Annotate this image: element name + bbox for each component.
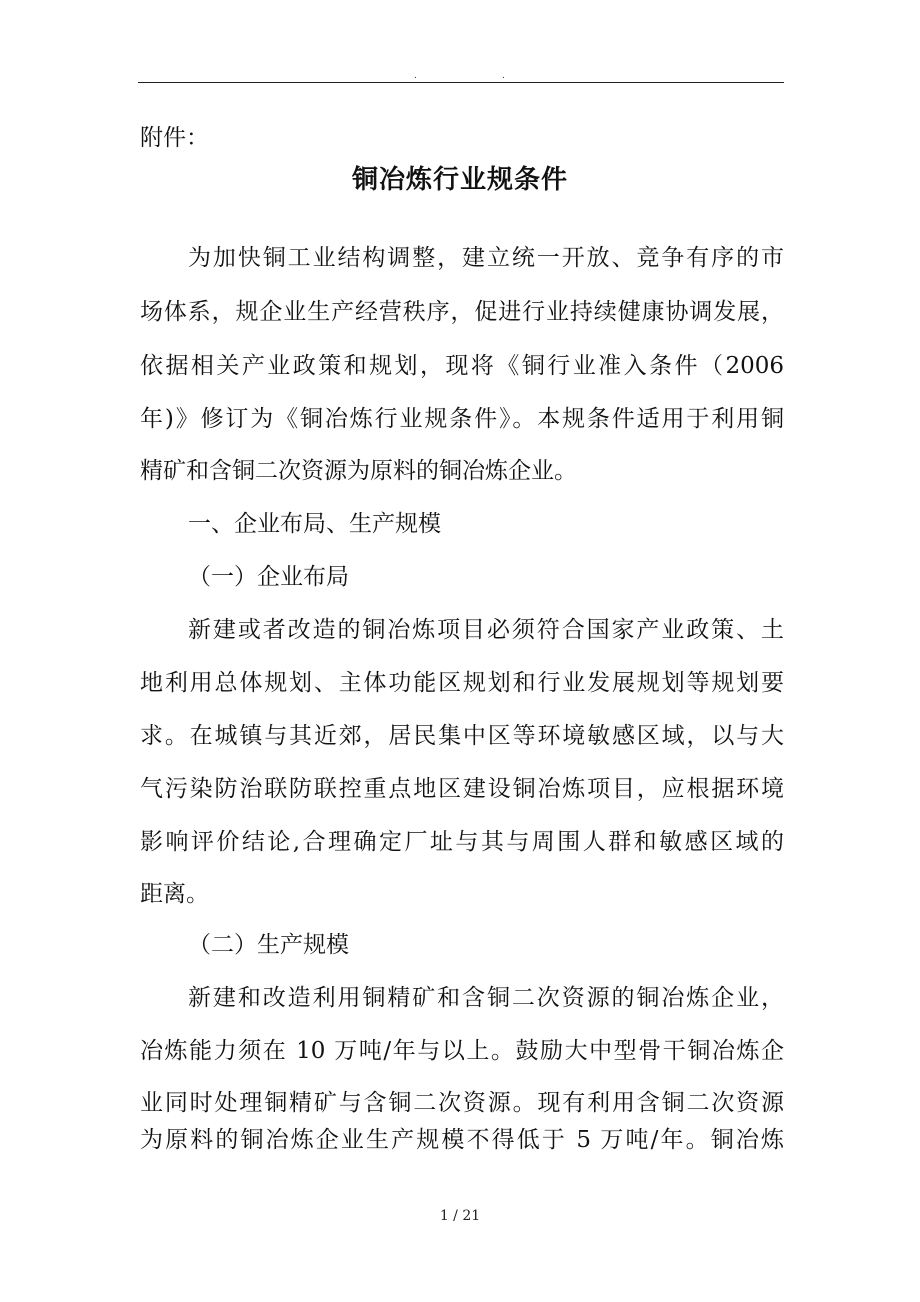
paragraph-line: 影响评价结论,合理确定厂址与其与周围人群和敏感区域的 <box>140 829 784 855</box>
paragraph-line: 新建或者改造的铜冶炼项目必须符合国家产业政策、土 <box>188 617 784 643</box>
paragraph-line: 地利用总体规划、主体功能区规划和行业发展规划等规划要 <box>140 670 784 696</box>
paragraph-line: 依据相关产业政策和规划，现将《铜行业准入条件（2006 <box>140 353 784 379</box>
paragraph-line: 为原料的铜冶炼企业生产规模不得低于 5 万吨/年。铜冶炼 <box>140 1127 784 1153</box>
paragraph-line: 气污染防治联防联控重点地区建设铜冶炼项目，应根据环境 <box>140 776 784 802</box>
paragraph-line: 冶炼能力须在 10 万吨/年与以上。鼓励大中型骨干铜冶炼企 <box>140 1038 784 1064</box>
attachment-label: 附件： <box>140 125 209 151</box>
paragraph-line: 求。在城镇与其近郊，居民集中区等环境敏感区域，以与大 <box>140 723 784 749</box>
header-rule <box>138 82 784 83</box>
paragraph-line: 为加快铜工业结构调整，建立统一开放、竞争有序的市 <box>188 245 784 271</box>
paragraph-line: 场体系，规企业生产经营秩序，促进行业持续健康协调发展， <box>140 299 784 325</box>
subsection-heading: （二）生产规模 <box>188 932 349 958</box>
paragraph-line: 年)》修订为《铜冶炼行业规条件》。本规条件适用于利用铜 <box>140 406 784 432</box>
paragraph-line: 新建和改造利用铜精矿和含铜二次资源的铜冶炼企业， <box>188 985 784 1011</box>
paragraph-line: 距离。 <box>140 881 209 907</box>
page-number: 1 / 21 <box>439 1208 481 1224</box>
page-title: 铜冶炼行业规条件 <box>351 165 568 195</box>
paragraph-line: 业同时处理铜精矿与含铜二次资源。现有利用含铜二次资源 <box>140 1090 784 1116</box>
header-dot: . <box>414 71 417 81</box>
paragraph-line: 精矿和含铜二次资源为原料的铜冶炼企业。 <box>140 458 577 484</box>
header-dot: . <box>502 71 505 81</box>
subsection-heading: （一）企业布局 <box>188 564 349 590</box>
section-heading: 一、企业布局、生产规模 <box>188 511 441 537</box>
